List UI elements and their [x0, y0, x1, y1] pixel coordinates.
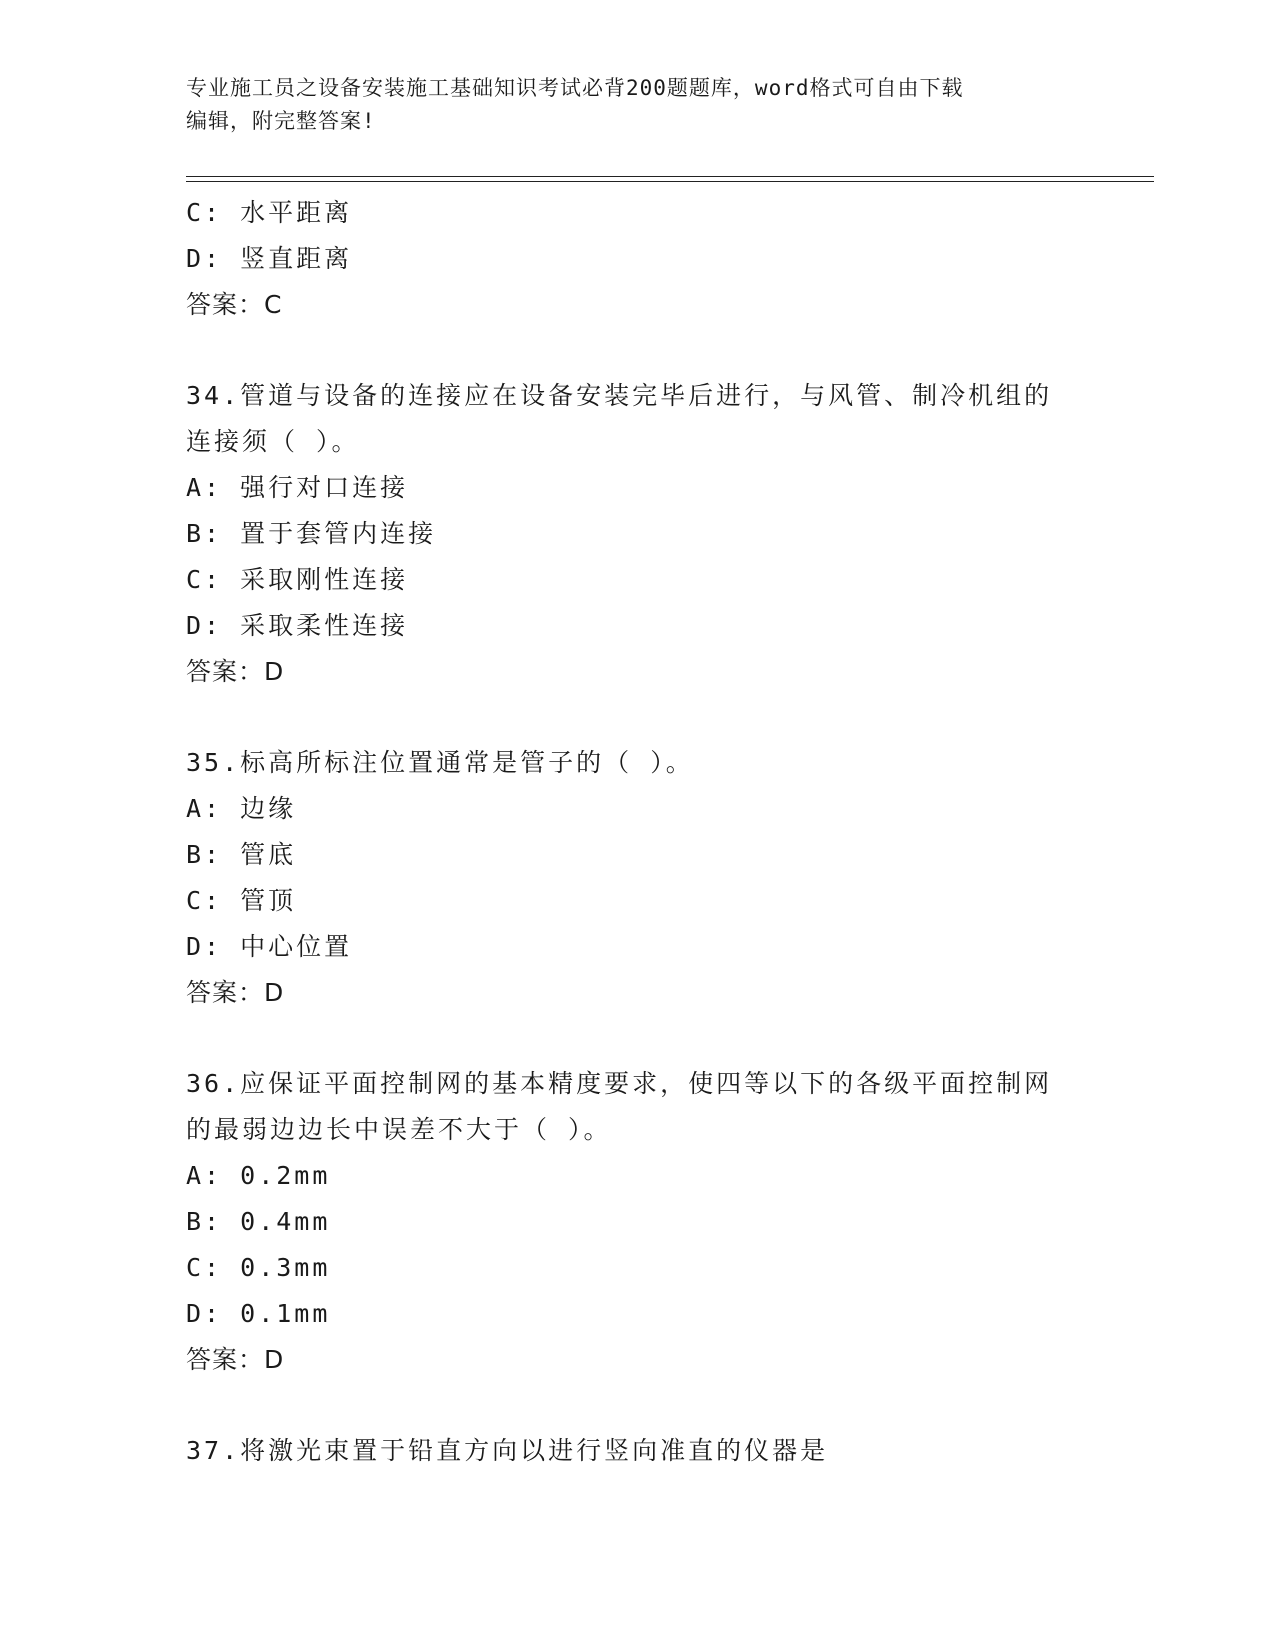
question-33-tail: [186, 190, 1086, 328]
option-d: D: 0.1mm: [186, 1299, 331, 1328]
question-text-continued: 连接须（ ）。: [186, 427, 360, 456]
spacer: [186, 328, 1086, 373]
header-line-1: 专业施工员之设备安装施工基础知识考试必背200题题库，word格式可自由下载: [186, 76, 964, 100]
question-35: [186, 740, 1086, 1016]
question-text-continued: 的最弱边边长中误差不大于（ ）。: [186, 1115, 612, 1144]
option-c: C: 0.3mm: [186, 1253, 331, 1282]
answer: 答案：D: [186, 1345, 285, 1374]
option-b: B: 0.4mm: [186, 1207, 331, 1236]
question-36: [186, 1061, 1086, 1383]
question-text: 36.应保证平面控制网的基本精度要求，使四等以下的各级平面控制网: [186, 1069, 1053, 1098]
option-c: C: 采取刚性连接: [186, 565, 409, 594]
option-c: C: 水平距离: [186, 198, 353, 227]
question-34: [186, 373, 1086, 695]
answer: 答案：D: [186, 657, 285, 686]
option-a: A: 0.2mm: [186, 1161, 331, 1190]
option-b: B: 管底: [186, 840, 297, 869]
document-body: [186, 190, 1086, 1474]
question-text: 35.标高所标注位置通常是管子的（ ）。: [186, 748, 694, 777]
answer: 答案：D: [186, 978, 285, 1007]
header-line-2: 编辑，附完整答案!: [186, 109, 376, 133]
question-text: 34.管道与设备的连接应在设备安装完毕后进行，与风管、制冷机组的: [186, 381, 1053, 410]
option-d: D: 采取柔性连接: [186, 611, 409, 640]
question-37: [186, 1428, 1086, 1474]
spacer: [186, 1383, 1086, 1428]
spacer: [186, 1016, 1086, 1061]
answer: 答案：C: [186, 290, 283, 319]
option-c: C: 管顶: [186, 886, 297, 915]
option-a: A: 边缘: [186, 794, 297, 823]
option-a: A: 强行对口连接: [186, 473, 409, 502]
page-header: [186, 72, 1086, 138]
header-divider: [186, 176, 1154, 182]
question-text: 37.将激光束置于铅直方向以进行竖向准直的仪器是: [186, 1436, 829, 1465]
spacer: [186, 695, 1086, 740]
option-d: D: 竖直距离: [186, 244, 353, 273]
option-d: D: 中心位置: [186, 932, 353, 961]
option-b: B: 置于套管内连接: [186, 519, 437, 548]
